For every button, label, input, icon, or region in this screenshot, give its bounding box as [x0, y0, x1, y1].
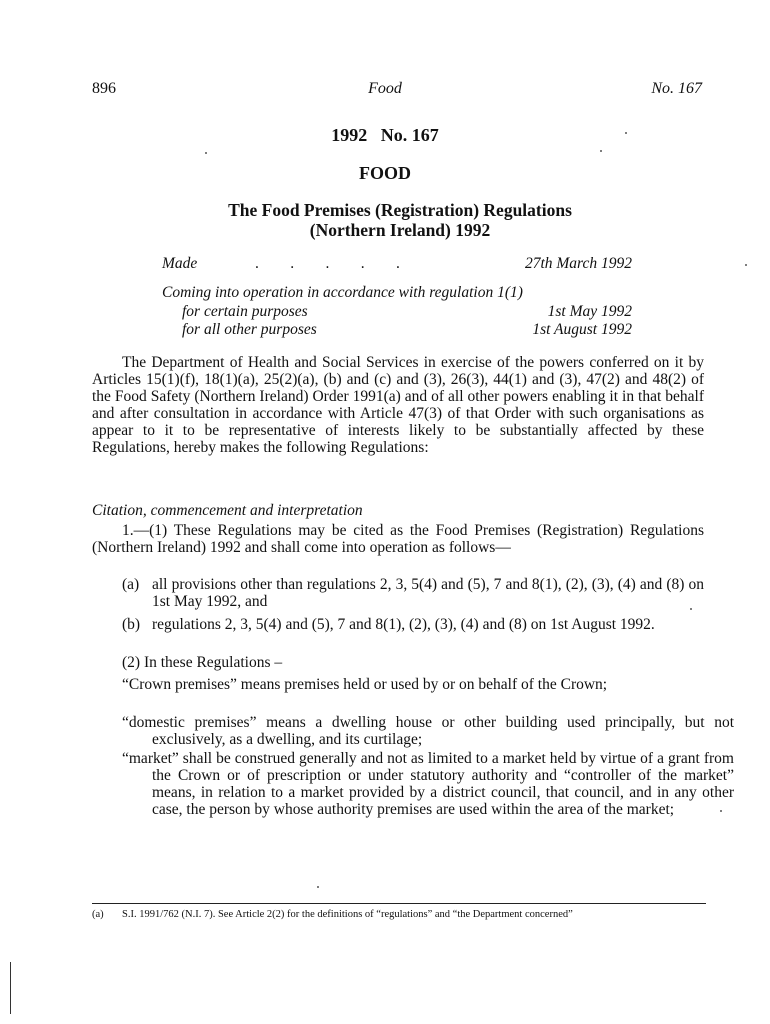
footnote-rule	[92, 903, 706, 904]
list-item	[122, 576, 704, 610]
instrument-number: 1992 No. 167	[331, 125, 439, 145]
operation-row-date: 1st August 1992	[532, 321, 632, 338]
made-leader-dots: . . . . .	[255, 255, 402, 272]
list-item-text: regulations 2, 3, 5(4) and (5), 7 and 8(1), (2), (3), (4) and (8) on 1st August 1992.	[152, 616, 655, 633]
operation-row-certain	[182, 303, 632, 321]
definition-market: “market” shall be construed generally and not as limited to a market held by virtue of a grant from the Crown or of prescription or under statutory authority and “controller of the market” means, in relation to a market provided by a district council, that council, and in any other case, the person by whose authority premises are used within the area of the market;	[122, 750, 734, 818]
operation-row-label: for all other purposes	[182, 321, 317, 338]
subject-heading: FOOD	[359, 163, 411, 183]
list-item	[122, 616, 704, 633]
operation-row-other	[182, 321, 632, 339]
scan-speck	[745, 264, 747, 266]
operation-row-date: 1st May 1992	[547, 303, 632, 320]
interpretation-intro: (2) In these Regulations –	[122, 654, 283, 671]
title-line-2: (Northern Ireland) 1992	[309, 220, 491, 240]
scan-speck	[625, 132, 627, 134]
scan-speck	[205, 152, 207, 154]
running-header-instrument: No. 167	[651, 80, 702, 97]
page-number: 896	[92, 80, 116, 97]
title-line-1: The Food Premises (Registration) Regulations	[228, 200, 572, 220]
coming-into-operation-heading: Coming into operation in accordance with regulation 1(1)	[162, 284, 523, 301]
definition-domestic-premises: “domestic premises” means a dwelling house or other building used principally, but not exclusively, as a dwelling, and its curtilage;	[122, 714, 734, 748]
regulation-title	[150, 200, 650, 240]
definition-crown-premises: “Crown premises” means premises held or used by or on behalf of the Crown;	[122, 676, 608, 693]
scan-margin-line	[10, 962, 11, 1014]
scan-speck	[317, 886, 319, 888]
list-item-text: all provisions other than regulations 2, 3, 5(4) and (5), 7 and 8(1), (2), (3), (4) and (8) on 1st May 1992, and	[152, 576, 704, 610]
section-heading: Citation, commencement and interpretation	[92, 502, 363, 519]
running-header-section: Food	[368, 80, 402, 97]
footnote	[92, 909, 706, 921]
list-item-label: (a)	[122, 576, 140, 593]
scan-speck	[600, 150, 602, 152]
operation-row-label: for certain purposes	[182, 303, 308, 320]
scan-speck	[690, 608, 692, 610]
preamble: The Department of Health and Social Services in exercise of the powers conferred on it by Articles 15(1)(f), 18(1)(a), 25(2)(a), (b) and (c) and (3), 26(3), 44(1) and (3), 47(2) and 48(2) of the Food Safety (Northern Ireland) Order 1991(a) and of all other powers enabling it in that behalf and after consultation in accordance with Article 47(3) of that Order with such organisations as appear to it to be representative of interests likely to be substantially affected by these Regulations, hereby makes the following Regulations:	[92, 354, 704, 456]
footnote-text: S.I. 1991/762 (N.I. 7). See Article 2(2) for the definitions of “regulations” and “the Department concerned”	[122, 909, 573, 920]
scan-speck	[720, 810, 722, 812]
list-item-label: (b)	[122, 616, 141, 633]
regulation-1-intro: 1.—(1) These Regulations may be cited as the Food Premises (Registration) Regulations (Northern Ireland) 1992 and shall come into operation as follows—	[92, 522, 704, 556]
made-label: Made	[162, 255, 198, 272]
footnote-label: (a)	[92, 909, 104, 920]
made-date: 27th March 1992	[524, 255, 632, 272]
